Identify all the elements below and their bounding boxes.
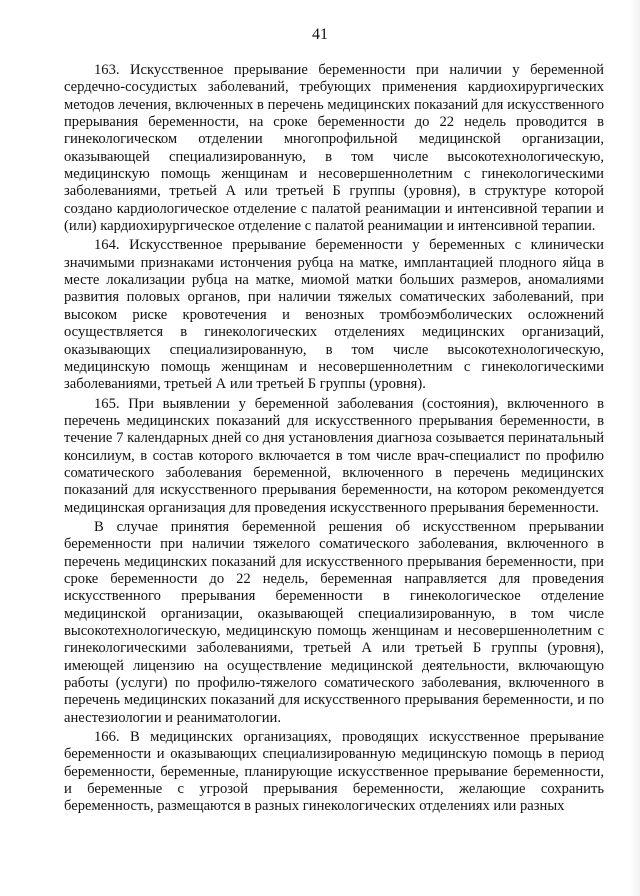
paragraph-164: 164. Искусственное прерывание беременности у беременных с клинически значимыми признаками истончения рубца на матке, имплантацией плодного яйца в месте локализации рубца на матке, миомой матки больших размеров, аномалиями развития половых органов, при наличии тяжелых соматических заболеваний, при высоком риске кровотечения и венозных тромбоэмболических осложнений осуществляется в гинекологических отделениях медицинских организаций, оказывающих специализированную, в том числе высокотехнологическую, медицинскую помощь женщинам и несовершеннолетним с гинекологическими заболеваниями, третьей А или третьей Б группы (уровня). — [64, 237, 604, 393]
paragraph-163: 163. Искусственное прерывание беременности при наличии у беременной сердечно-сосудистых заболеваний, требующих применения кардиохирургических методов лечения, включенных в перечень медицинских показаний для искусственного прерывания беременности, на сроке беременности до 22 недель проводится в гинекологическом отделении многопрофильной медицинской организации, оказывающей специализированную, в том числе высокотехнологическую, медицинскую помощь женщинам и несовершеннолетним с гинекологическими заболеваниями, третьей А или третьей Б группы (уровня), в структуре которой создано кардиологическое отделение с палатой реанимации и интенсивной терапии и (или) кардиохирургическое отделение с палатой реанимации и интенсивной терапии. — [64, 62, 604, 235]
paragraph-165-continuation: В случае принятия беременной решения об искусственном прерывании беременности при наличии тяжелого соматического заболевания, включенного в перечень медицинских показаний для искусственного прерывания беременности, при сроке беременности до 22 недель, беременная направляется для проведения искусственного прерывания беременности в гинекологическое отделение медицинской организации, оказывающей специализированную, в том числе высокотехнологическую, медицинскую помощь женщинам и несовершеннолетним с гинекологическими заболеваниями, третьей А или третьей Б группы (уровня), имеющей лицензию на осуществление медицинской деятельности, включающую работы (услуги) по профилю-тяжелого соматического заболевания, включенного в перечень медицинских показаний для искусственного прерывания беременности, и по анестезиологии и реаниматологии. — [64, 518, 604, 726]
paragraph-166: 166. В медицинских организациях, проводящих искусственное прерывание беременности и оказывающих специализированную медицинскую помощь в период беременности, беременные, планирующие искусственное прерывание беременности, и беременные с угрозой прерывания беременности, желающие сохранить беременность, размещаются в разных гинекологических отделениях или разных — [64, 729, 604, 815]
page-number: 41 — [312, 26, 328, 43]
paragraph-165: 165. При выявлении у беременной заболевания (состояния), включенного в перечень медицинских показаний для искусственного прерывания беременности, в течение 7 календарных дней со дня установления диагноза созывается перинатальный консилиум, в состав которого включается в том числе врач-специалист по профилю соматического заболевания беременной, включенного в перечень медицинских показаний для искусственного прерывания беременности, на котором рекомендуется медицинская организация для проведения искусственного прерывания беременности. — [64, 395, 604, 516]
document-body — [64, 62, 604, 816]
scan-edge-shadow — [630, 0, 640, 896]
